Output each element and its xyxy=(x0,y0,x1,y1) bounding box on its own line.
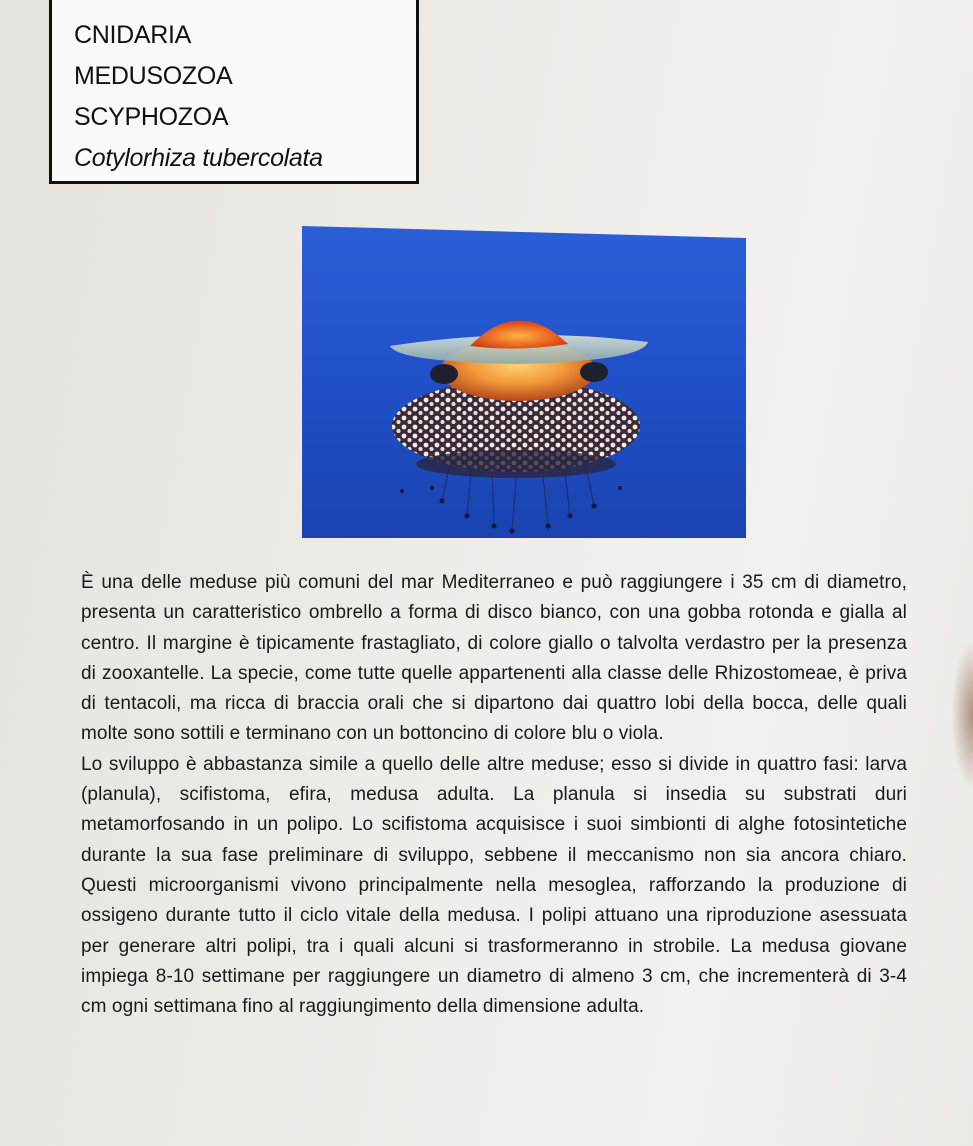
paragraph-description: È una delle meduse più comuni del mar Mediterraneo e può raggiungere i 35 cm di diametro, presenta un caratteristico ombrello a forma di disco bianco, con una gobba rotonda e gialla al centro. Il margine è tipicamente frastagliato, di colore giallo o talvolta verdastro per la presenza di zooxantelle. La specie, come tutte quelle appartenenti alla classe delle Rhizostomeae, è priva di tentacoli, ma ricca di braccia orali che si dipartono dai quattro lobi della bocca, delle quali molte sono sottili e terminano con un bottoncino di colore blu o viola. xyxy=(81,572,907,745)
description-text xyxy=(81,568,907,1022)
jellyfish-photo xyxy=(302,226,746,538)
paragraph-development: Lo sviluppo è abbastanza simile a quello delle altre meduse; esso si divide in quattro fasi: larva (planula), scifistoma, efira, medusa adulta. La planula si insedia su substrati duri metamorfosando in un polipo. Lo scifistoma acquisisce i suoi simbionti di alghe fotosintetiche durante la sua fase preliminare di sviluppo, sebbene il meccanismo non sia ancora chiaro. Questi microorganismi vivono principalmente nella mesoglea, rafforzando la produzione di ossigeno durante tutto il ciclo vitale della medusa. I polipi attuano una riproduzione asessuata per generare altri polipi, tra i quali alcuni si trasformeranno in strobile. La medusa giovane impiega 8-10 settimane per raggiungere un diametro di almeno 3 cm, che incrementerà di 3-4 cm ogni settimana fino al raggiungimento della dimensione adulta. xyxy=(81,753,907,1018)
taxonomy-phylum: CNIDARIA xyxy=(74,21,192,49)
taxonomy-species: Cotylorhiza tubercolata xyxy=(74,144,323,172)
taxonomy-subphylum: MEDUSOZOA xyxy=(74,62,233,90)
taxonomy-class: SCYPHOZOA xyxy=(74,103,229,131)
finger-shadow xyxy=(951,640,973,790)
taxonomy-box xyxy=(49,0,419,184)
